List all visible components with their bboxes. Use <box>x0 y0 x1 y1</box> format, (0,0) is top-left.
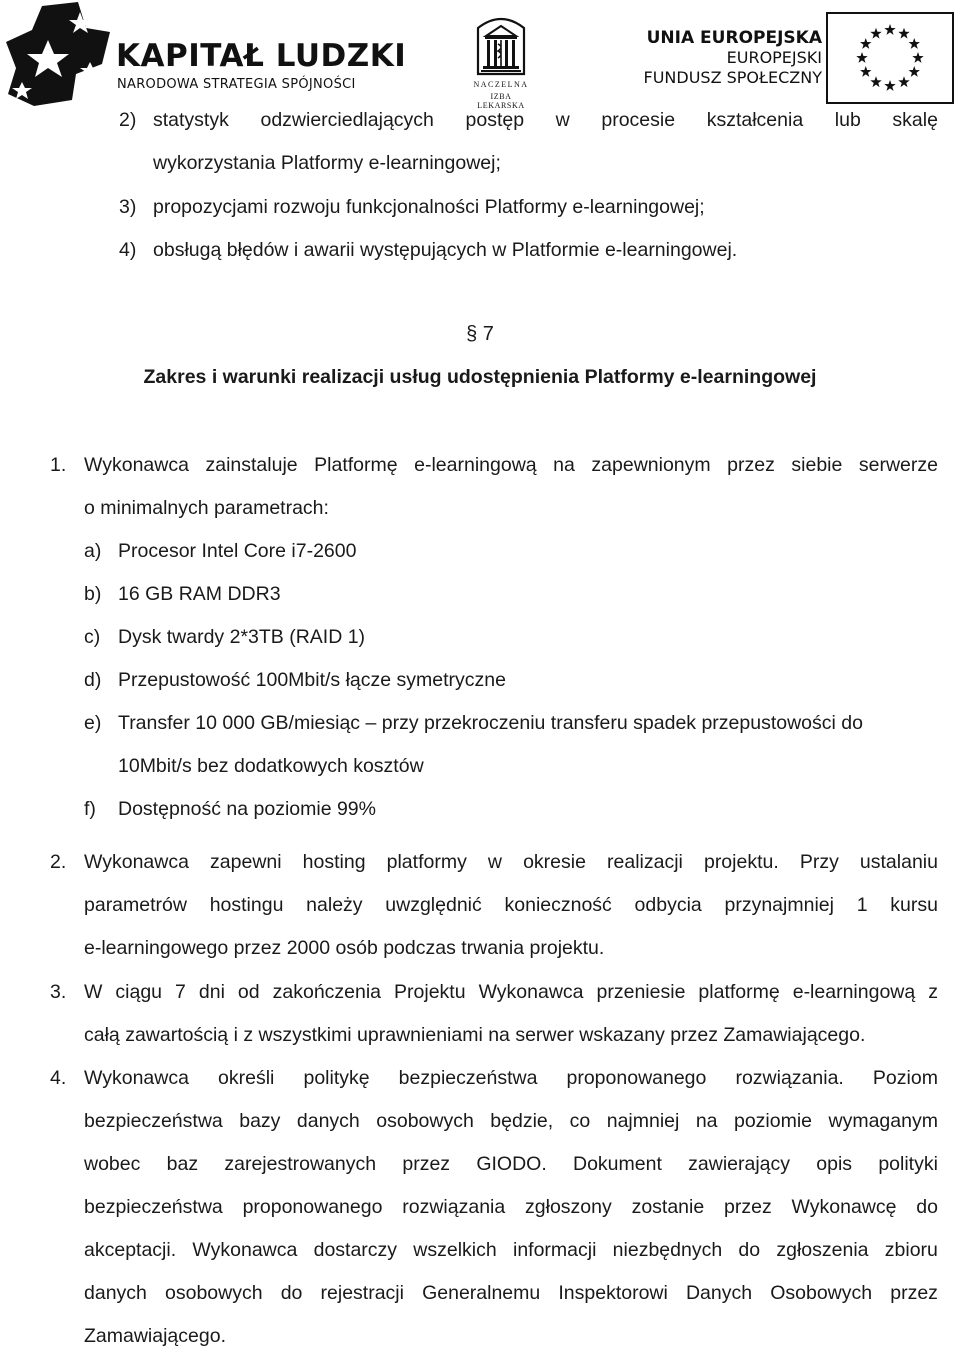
word: Wykonawca <box>478 981 584 1003</box>
item-label: e) <box>84 712 102 734</box>
paragraph-line <box>84 1151 938 1177</box>
word: wszelkich <box>413 1239 497 1261</box>
word: akceptacji. <box>84 1239 177 1261</box>
word: Wykonawca <box>84 851 189 873</box>
word: danych <box>84 1282 147 1304</box>
item-text: Transfer 10 000 GB/miesiąc – przy przekroczeniu transferu spadek przepustowości do <box>118 712 863 734</box>
europejski-label: EUROPEJSKI <box>726 48 822 67</box>
word: 7 <box>175 981 186 1003</box>
word: platformy <box>386 851 467 873</box>
word: najmniej <box>606 1110 680 1132</box>
word: w <box>555 109 570 131</box>
word: siebie <box>791 454 843 476</box>
paragraph-line <box>84 849 938 875</box>
word: platformę <box>698 981 780 1003</box>
word: politykę <box>303 1067 370 1089</box>
word: informacji <box>512 1239 597 1261</box>
word: do <box>738 1239 761 1261</box>
word: zapewnionym <box>591 454 711 476</box>
word: uwzględnić <box>385 894 482 916</box>
word: GIODO. <box>476 1153 547 1175</box>
paragraph-line <box>84 1237 938 1263</box>
word: opis <box>816 1153 853 1175</box>
word: dostarczy <box>313 1239 398 1261</box>
word: rozwiązania <box>402 1196 506 1218</box>
word: określi <box>218 1067 275 1089</box>
word: wymaganym <box>828 1110 938 1132</box>
temple-emblem-icon <box>470 14 532 78</box>
kapital-ludzki-subtitle: NARODOWA STRATEGIA SPÓJNOŚCI <box>117 77 356 92</box>
word: procesie <box>601 109 676 131</box>
word: od <box>237 981 260 1003</box>
paragraph-line: całą zawartością i z wszystkimi uprawnieniami na serwer wskazany przez Zamawiającego. <box>84 1024 866 1046</box>
word: bezpieczeństwa <box>84 1196 223 1218</box>
word: bezpieczeństwa <box>84 1110 223 1132</box>
word: proponowanego <box>566 1067 707 1089</box>
paragraph-line: e-learningowego przez 2000 osób podczas trwania projektu. <box>84 937 605 959</box>
izba-lekarska-label: IZBA LEKARSKA <box>477 92 525 110</box>
word: przez <box>402 1153 451 1175</box>
word: niezbędnych <box>612 1239 723 1261</box>
word: zbioru <box>884 1239 938 1261</box>
word: serwerze <box>858 454 938 476</box>
word: Platformę <box>314 454 398 476</box>
word: Przy <box>799 851 839 873</box>
word: baz <box>166 1153 199 1175</box>
word: przez <box>890 1282 938 1304</box>
word: Wykonawca <box>84 1067 189 1089</box>
word: e-learningową <box>792 981 916 1003</box>
word: zawierający <box>688 1153 791 1175</box>
item-continuation: 10Mbit/s bez dodatkowych kosztów <box>118 755 424 777</box>
paragraph-number: 1. <box>50 454 67 476</box>
item-label: b) <box>84 583 102 605</box>
item-text: Procesor Intel Core i7-2600 <box>118 540 357 562</box>
word: bazy <box>239 1110 281 1132</box>
word: Poziom <box>872 1067 938 1089</box>
word: hosting <box>302 851 366 873</box>
list-item-number: 3) <box>119 196 137 218</box>
naczelna-label: NACZELNA <box>473 80 529 89</box>
word: W <box>84 981 103 1003</box>
word: parametrów <box>84 894 187 916</box>
paragraph-line: o minimalnych parametrach: <box>84 497 329 519</box>
list-item-text: obsługą błędów i awarii występujących w Platformie e-learningowej. <box>153 239 738 261</box>
paragraph-line <box>84 1108 938 1134</box>
word: zgłoszenia <box>776 1239 869 1261</box>
word: zainstaluje <box>205 454 298 476</box>
word: rejestracji <box>320 1282 404 1304</box>
word: poziomie <box>733 1110 813 1132</box>
paragraph-number: 3. <box>50 981 67 1003</box>
word: zakończenia <box>272 981 382 1003</box>
word: ustalaniu <box>859 851 938 873</box>
word: z <box>928 981 938 1003</box>
word: Wykonawca <box>84 454 189 476</box>
word: do <box>280 1282 303 1304</box>
word: dni <box>198 981 225 1003</box>
word: skalę <box>892 109 938 131</box>
word: przynajmniej <box>724 894 834 916</box>
item-label: a) <box>84 540 102 562</box>
word: realizacji <box>607 851 683 873</box>
eu-flag-icon <box>826 12 954 104</box>
word: osobowych <box>165 1282 263 1304</box>
section-title: Zakres i warunki realizacji usług udostępnienia Platformy e-learningowej <box>143 366 817 388</box>
paragraph-line <box>84 452 938 478</box>
eu-text-block <box>636 28 822 94</box>
word: Wykonawcę <box>791 1196 897 1218</box>
paragraph-line <box>84 1280 938 1306</box>
word: przez <box>724 1196 772 1218</box>
word: co <box>569 1110 591 1132</box>
word: danych <box>296 1110 360 1132</box>
paragraph-line: Zamawiającego. <box>84 1325 226 1347</box>
item-label: c) <box>84 626 101 648</box>
word: rozwiązania. <box>735 1067 844 1089</box>
item-text: 16 GB RAM DDR3 <box>118 583 281 605</box>
word: zostanie <box>631 1196 705 1218</box>
list-item-text: propozycjami rozwoju funkcjonalności Platformy e-learningowej; <box>153 196 705 218</box>
kapital-ludzki-logo <box>6 2 407 102</box>
word: osobowych <box>376 1110 474 1132</box>
word: okresie <box>523 851 586 873</box>
word: statystyk <box>153 109 229 131</box>
word: przez <box>727 454 775 476</box>
word: projektu. <box>703 851 779 873</box>
word: konieczność <box>504 894 612 916</box>
word: wobec <box>84 1153 141 1175</box>
word: Generalnemu <box>422 1282 541 1304</box>
item-text: Przepustowość 100Mbit/s łącze symetryczne <box>118 669 506 691</box>
word: do <box>916 1196 938 1218</box>
word: zgłoszony <box>525 1196 612 1218</box>
list-item-number: 2) <box>119 109 137 131</box>
word: należy <box>306 894 363 916</box>
word: postęp <box>465 109 525 131</box>
word: ciągu <box>115 981 163 1003</box>
word: zapewni <box>210 851 282 873</box>
item-label: d) <box>84 669 102 691</box>
word: e-learningową <box>414 454 537 476</box>
word: na <box>553 454 575 476</box>
word: kursu <box>890 894 938 916</box>
list-item-text <box>153 107 938 133</box>
word: odbycia <box>634 894 702 916</box>
word: Wykonawca <box>192 1239 298 1261</box>
word: Dokument <box>573 1153 662 1175</box>
naczelna-izba-lekarska-logo <box>470 14 532 110</box>
word: Danych <box>685 1282 753 1304</box>
word: lub <box>834 109 861 131</box>
item-text: Dostępność na poziomie 99% <box>118 798 376 820</box>
section-symbol: § 7 <box>466 323 494 345</box>
word: Inspektorowi <box>558 1282 668 1304</box>
word: Projektu <box>394 981 466 1003</box>
word: hostingu <box>209 894 284 916</box>
word: proponowanego <box>242 1196 383 1218</box>
kapital-ludzki-star-icon <box>6 2 110 106</box>
word: będzie, <box>490 1110 554 1132</box>
item-label: f) <box>84 798 96 820</box>
paragraph-line <box>84 1065 938 1091</box>
paragraph-line <box>84 1194 938 1220</box>
word: polityki <box>878 1153 938 1175</box>
unia-europejska-label: UNIA EUROPEJSKA <box>646 28 822 48</box>
word: 1 <box>856 894 868 916</box>
paragraph-number: 4. <box>50 1067 67 1089</box>
item-text: Dysk twardy 2*3TB (RAID 1) <box>118 626 366 648</box>
paragraph-line <box>84 979 938 1005</box>
kapital-ludzki-title: KAPITAŁ LUDZKI <box>116 38 407 74</box>
word: Osobowych <box>770 1282 873 1304</box>
word: odzwierciedlających <box>260 109 434 131</box>
list-item-number: 4) <box>119 239 137 261</box>
word: w <box>487 851 502 873</box>
word: kształcenia <box>706 109 804 131</box>
word: przeniesie <box>596 981 686 1003</box>
word: bezpieczeństwa <box>398 1067 538 1089</box>
paragraph-number: 2. <box>50 851 67 873</box>
paragraph-line <box>84 892 938 918</box>
fundusz-spoleczny-label: FUNDUSZ SPOŁECZNY <box>643 68 822 87</box>
word: zarejestrowanych <box>224 1153 377 1175</box>
page-header <box>0 0 960 108</box>
word: na <box>695 1110 718 1132</box>
list-item-continuation: wykorzystania Platformy e-learningowej; <box>153 152 501 174</box>
